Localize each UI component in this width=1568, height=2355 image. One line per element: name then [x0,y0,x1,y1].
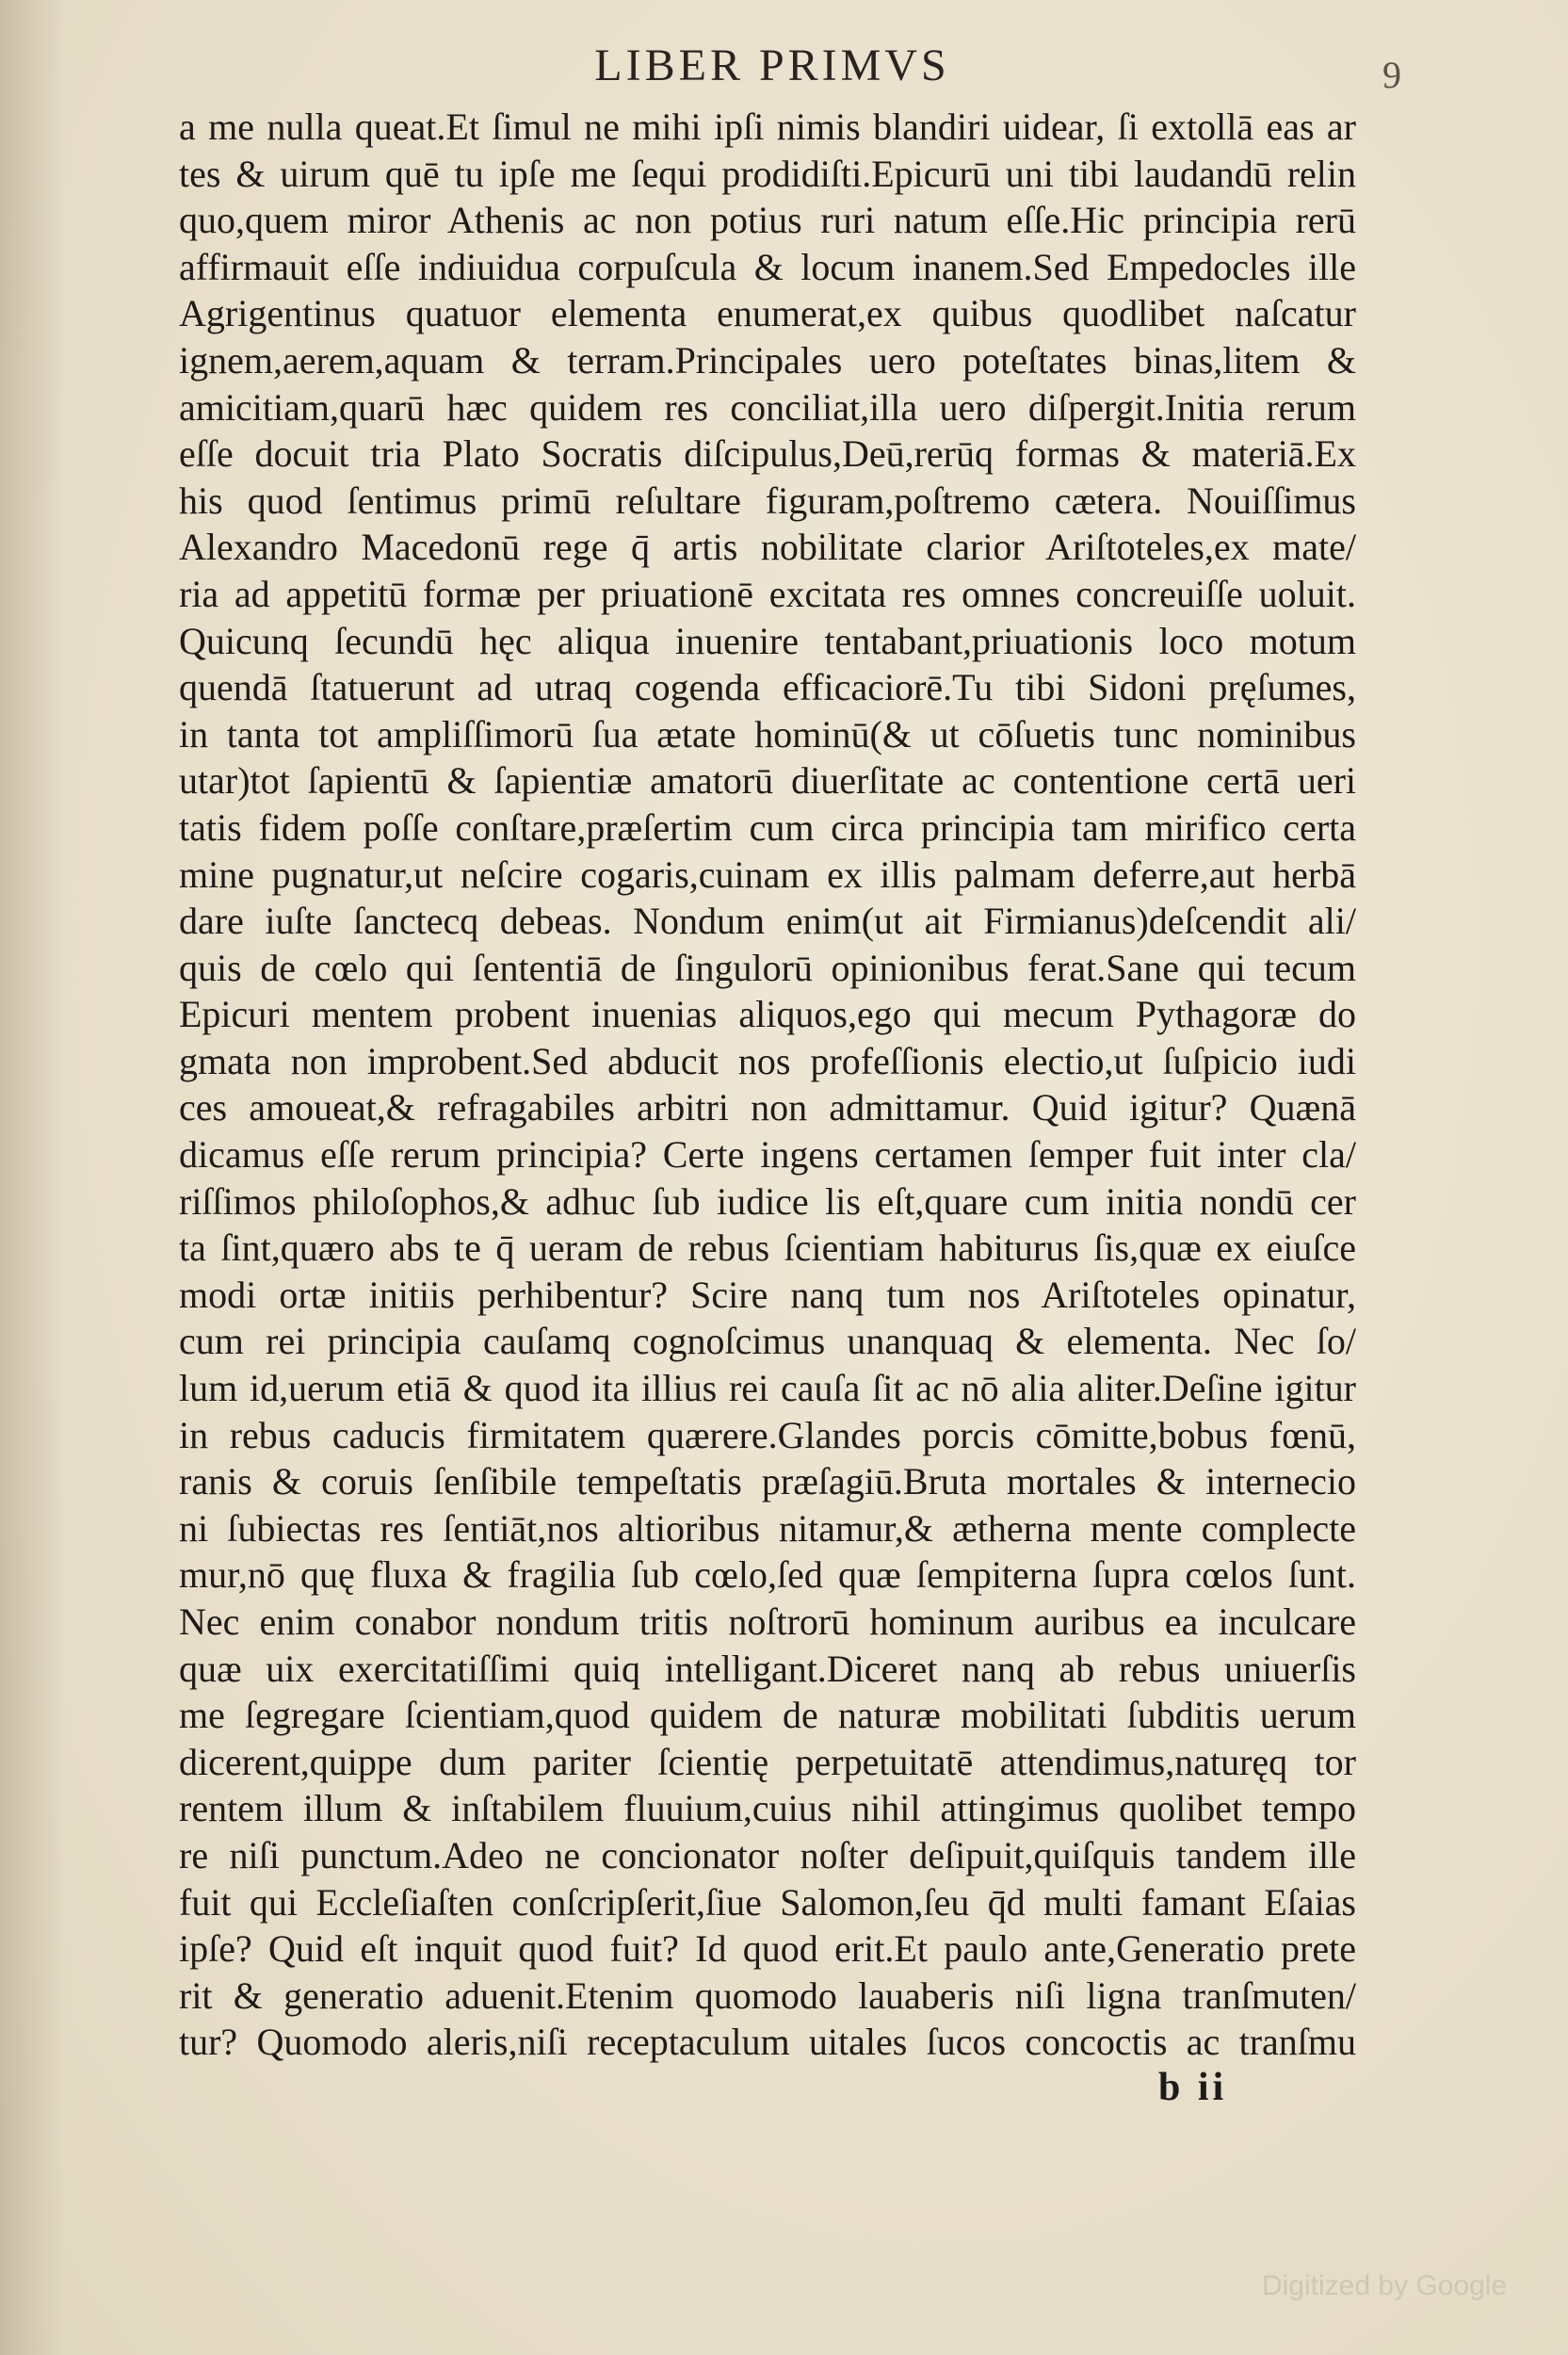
text-line: cum rei principia cauſamq cognoſcimus unanquaq & elementa. Nec ſo/ [179,1320,1356,1363]
text-line: utar)tot ſapientū & ſapientiæ amatorū diuerſitate ac contentione certā ueri [179,759,1356,803]
text-line: amicitiam,quarū hæc quidem res conciliat,illa uero diſpergit.Initia rerum [179,385,1356,429]
text-line: ranis & coruis ſenſibile tempeſtatis præſagiū.Bruta mortales & internecio [179,1460,1356,1503]
text-line: lum id,uerum etiā & quod ita illius rei cauſa ſit ac nō alia aliter.Deſine igitur [179,1367,1356,1410]
text-line: in rebus caducis firmitatem quærere.Glandes porcis cōmitte,bobus fœnū, [179,1413,1356,1456]
text-line: ria ad appetitū formæ per priuationē excitata res omnes concreuiſſe uoluit. [179,572,1356,615]
text-line: dare iuſte ſanctecq debeas. Nondum enim(ut ait Firmianus)deſcendit ali/ [179,900,1356,943]
text-line: quo,quem miror Athenis ac non potius ruri natum eſſe.Hic principia rerū [179,199,1356,242]
text-line: me ſegregare ſcientiam,quod quidem de naturæ mobilitati ſubditis uerum [179,1694,1356,1737]
watermark: Digitized by Google [1262,2270,1508,2301]
folio-number: 9 [1382,54,1401,96]
text-line: quendā ſtatuerunt ad utraq cogenda efficaciorē.Tu tibi Sidoni pręſumes, [179,666,1356,709]
text-line: quis de cœlo qui ſententiā de ſingulorū opinionibus ferat.Sane qui tecum [179,946,1356,989]
text-line: mine pugnatur,ut neſcire cogaris,cuinam ex illis palmam deferre,aut herbā [179,853,1356,896]
text-line: rentem illum & inſtabilem fluuium,cuius nihil attingimus quolibet tempo [179,1787,1356,1830]
binding-shadow [0,0,66,2355]
signature-mark: b ii [1158,2066,1228,2109]
text-line: Nec enim conabor nondum tritis noſtrorū hominum auribus ea inculcare [179,1600,1356,1643]
text-line: gmata non improbent.Sed abducit nos profeſſionis electio,ut ſuſpicio iudi [179,1039,1356,1082]
text-block [179,104,1356,2066]
text-line: Quicunq ſecundū hęc aliqua inuenire tentabant,priuationis loco motum [179,619,1356,662]
text-line: ignem,aerem,aquam & terram.Principales uero poteſtates binas,litem & [179,338,1356,382]
text-line: Alexandro Macedonū rege q̄ artis nobilitate clarior Ariſtoteles,ex mate/ [179,526,1356,569]
text-line: tes & uirum quē tu ipſe me ſequi prodidiſti.Epicurū uni tibi laudandū relin [179,152,1356,195]
text-line: quæ uix exercitatiſſimi quiq intelligant.Diceret nanq ab rebus uniuerſis [179,1647,1356,1690]
text-line: eſſe docuit tria Plato Socratis diſcipulus,Deū,rerūq formas & materiā.Ex [179,432,1356,476]
text-line: tatis fidem poſſe conſtare,præſertim cum circa principia tam mirifico certa [179,805,1356,849]
text-line: mur,nō quę fluxa & fragilia ſub cœlo,ſed quæ ſempiterna ſupra cœlos ſunt. [179,1553,1356,1597]
text-line: modi ortæ initiis perhibentur? Scire nanq tum nos Ariſtoteles opinatur, [179,1273,1356,1316]
text-line: his quod ſentimus primū reſultare figuram,poſtremo cætera. Nouiſſimus [179,479,1356,522]
text-line: a me nulla queat.Et ſimul ne mihi ipſi nimis blandiri uidear, ſi extollā eas ar [179,106,1356,148]
text-line: in tanta tot ampliſſimorū ſua ætate hominū(& ut cōſuetis tunc nominibus [179,712,1356,755]
text-line: tur? Quomodo aleris,niſi receptaculum uitales ſucos concoctis ac tranſmu [179,2021,1356,2064]
text-line: rit & generatio aduenit.Etenim quomodo lauaberis niſi ligna tranſmuten/ [179,1973,1356,2017]
text-line: ces amoueat,& refragabiles arbitri non admittamur. Quid igitur? Quænā [179,1086,1356,1129]
text-line: ta ſint,quæro abs te q̄ ueram de rebus ſcientiam habiturus ſis,quæ ex eiuſce [179,1226,1356,1270]
text-line: ni ſubiectas res ſentiāt,nos altioribus nitamur,& æthernа mente complecte [179,1506,1356,1550]
text-line: dicamus eſſe rerum principia? Certe ingens certamen ſemper fuit inter cla/ [179,1133,1356,1177]
text-line: affirmauit eſſe indiuidua corpuſcula & locum inanem.Sed Empedocles ille [179,245,1356,288]
running-head: LIBER PRIMVS [594,41,950,90]
text-line: dicerent,quippe dum pariter ſcientię perpetuitatē attendimus,naturęq tor [179,1740,1356,1783]
text-line: Agrigentinus quatuor elementa enumerat,ex quibus quodlibet naſcatur [179,292,1356,335]
text-line: Epicuri mentem probent inuenias aliquos,ego qui mecum Pythagoræ do [179,993,1356,1036]
text-line: ipſe? Quid eſt inquit quod fuit? Id quod erit.Et paulo ante,Generatio prete [179,1927,1356,1971]
text-line: re niſi punctum.Adeo ne concionator noſter deſipuit,quiſquis tandem ille [179,1833,1356,1876]
text-line: riſſimos philoſophos,& adhuc ſub iudice lis eſt,quare cum initia nondū cer [179,1179,1356,1223]
text-line: fuit qui Eccleſiaſten conſcripſerit,ſiue Salomon,ſeu q̄d multi famant Eſaias [179,1880,1356,1924]
